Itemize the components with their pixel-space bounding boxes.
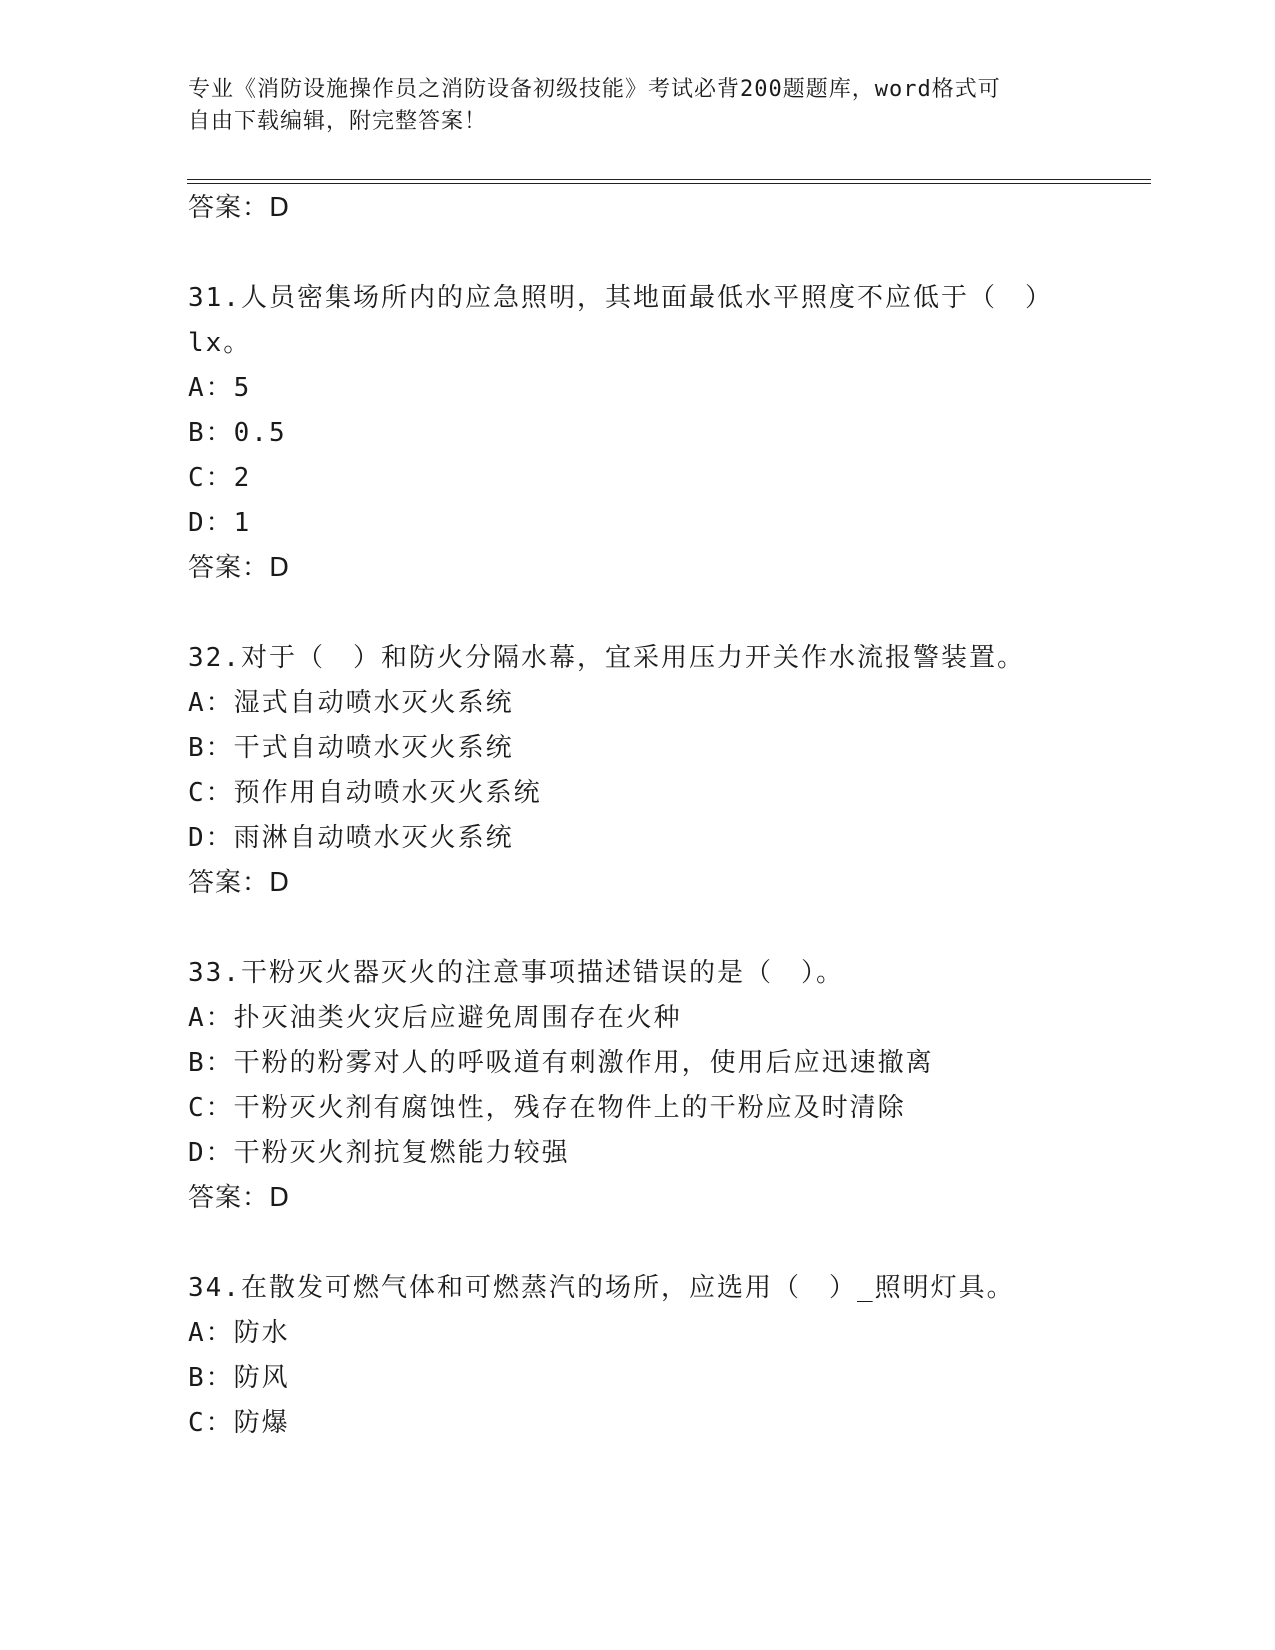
question-32-option-d: D：雨淋自动喷水灭火系统 [188,823,514,853]
question-32-option-c: C：预作用自动喷水灭火系统 [188,778,542,808]
document-header [188,74,1088,138]
question-31-option-b: B：0.5 [188,418,287,448]
question-33-option-d: D：干粉灭火剂抗复燃能力较强 [188,1138,570,1168]
answer-line: 答案：D [188,193,291,223]
header-divider-bottom [187,183,1151,184]
question-32-option-a: A：湿式自动喷水灭火系统 [188,688,514,718]
question-32-stem: 32.对于（ ）和防火分隔水幕，宜采用压力开关作水流报警装置。 [188,643,1025,673]
question-33-option-a: A：扑灭油类火灾后应避免周围存在火种 [188,1003,682,1033]
question-33-option-c: C：干粉灭火剂有腐蚀性，残存在物件上的干粉应及时清除 [188,1093,906,1123]
question-31-stem: 31.人员密集场所内的应急照明，其地面最低水平照度不应低于（ ） [188,283,1053,313]
question-31-answer: 答案：D [188,553,291,583]
header-divider-top [187,179,1151,180]
question-32-answer: 答案：D [188,868,291,898]
question-33-option-b: B：干粉的粉雾对人的呼吸道有刺激作用，使用后应迅速撤离 [188,1048,934,1078]
question-31-option-c: C：2 [188,463,252,493]
question-32-option-b: B：干式自动喷水灭火系统 [188,733,514,763]
question-31-option-d: D：1 [188,508,252,538]
question-34-option-c: C：防爆 [188,1408,290,1438]
question-34-option-a: A：防水 [188,1318,290,1348]
question-34-option-b: B：防风 [188,1363,290,1393]
header-line-1: 专业《消防设施操作员之消防设备初级技能》考试必背200题题库，word格式可 [188,77,1001,102]
question-31-stem-continued: lx。 [188,328,252,358]
question-31-option-a: A：5 [188,373,252,403]
question-33-stem: 33.干粉灭火器灭火的注意事项描述错误的是（ ）。 [188,958,844,988]
question-34-stem: 34.在散发可燃气体和可燃蒸汽的场所，应选用（ ）_照明灯具。 [188,1273,1015,1303]
header-line-2: 自由下载编辑，附完整答案！ [188,109,488,134]
question-33-answer: 答案：D [188,1183,291,1213]
